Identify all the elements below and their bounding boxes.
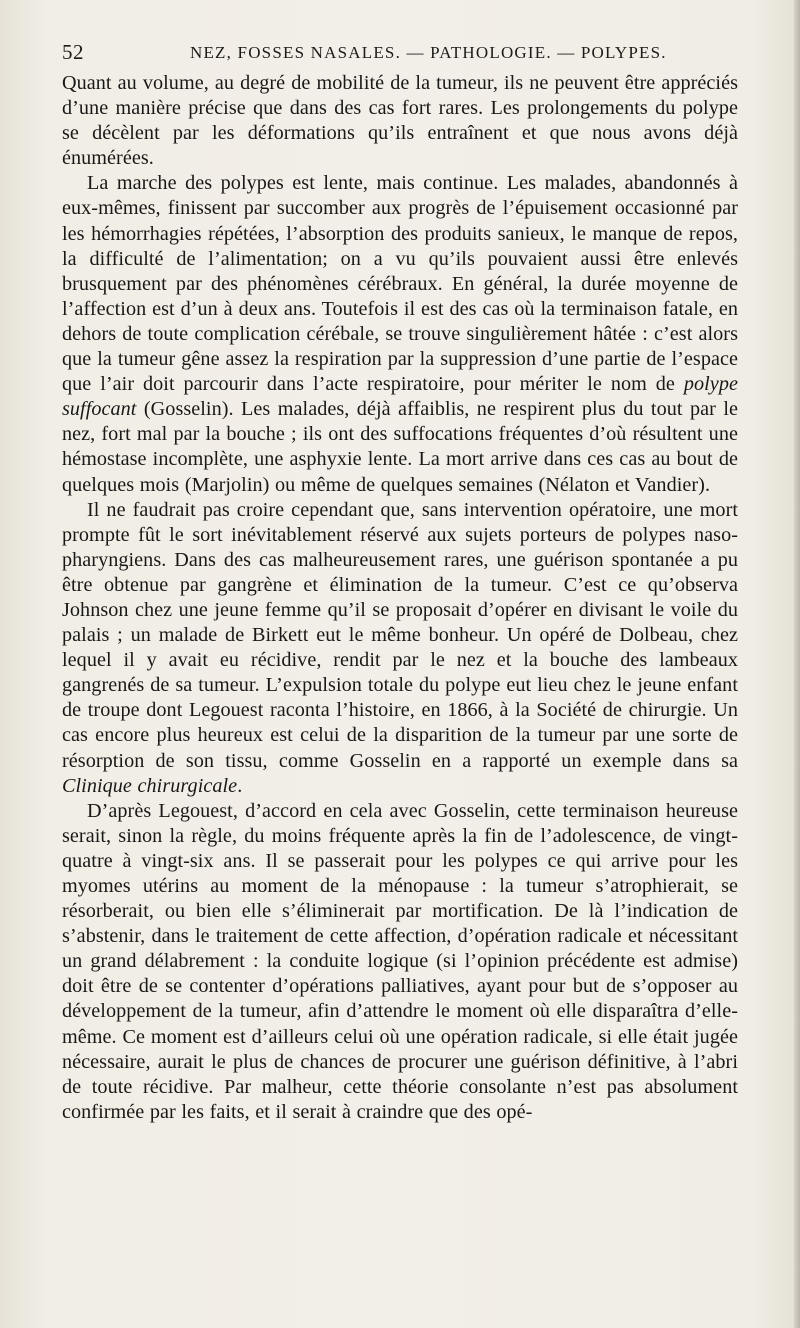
paragraph-2-text: La marche des polypes est lente, mais continue. Les malades, abandonnés à eux-mêmes, finissent par succomber aux progrès de l’épuisement occasionné par les hémorrhagies répétées, l’absorption des produits sanieux, le manque de repos, la difficulté de l’alimentation; on a vu qu’ils pouvaient aussi être enlevés brusquement par des phénomènes cérébraux. En général, la durée moyenne de l’affection est d’un à deux ans. Toutefois il est des cas où la terminaison fatale, en dehors de toute complication cérébale, se trouve singulièrement hâtée : c’est alors que la tumeur gêne assez la respiration par la suppression d’une partie de l’espace que l’air doit parcourir dans l’acte respiratoire, pour mériter le nom de xyxy=(62,172,738,396)
paragraph-2-text-after: (Gosselin). Les malades, déjà affaiblis, ne respirent plus du tout par le nez, fort mal par la bouche ; ils ont des suffocations fréquentes d’où résultent une hémostase incomplète, une asphyxie lente. La mort arrive dans ces cas au bout de quelques mois (Marjolin) ou même de quelques semaines (Nélaton et Vandier). xyxy=(62,398,738,496)
paragraph-2-italic-term: polype suffocant xyxy=(62,373,738,421)
paragraph-4 xyxy=(62,799,738,1125)
body-text xyxy=(62,71,738,1125)
page-edge xyxy=(794,0,800,1328)
running-head xyxy=(62,40,742,70)
page-number: 52 xyxy=(62,40,84,64)
running-head-title: NEZ, FOSSES NASALES. — PATHOLOGIE. — POLYPES. xyxy=(190,43,667,62)
paragraph-3-text: Il ne faudrait pas croire cependant que, sans intervention opératoire, une mort prompte fût le sort inévitablement réservé aux sujets porteurs de polypes naso-pharyngiens. Dans des cas malheureusement rares, une guérison spontanée a pu être obtenue par gangrène et élimination de la tumeur. C’est ce qu’observa Johnson chez une jeune femme qu’il se proposait d’opérer en divisant le voile du palais ; un malade de Birkett eut le même bonheur. Un opéré de Dolbeau, chez lequel il y avait eu récidive, rendit par le nez et la bouche des lambeaux gangrenés de sa tumeur. L’expulsion totale du polype eut lieu chez le jeune enfant de troupe dont Legouest raconta l’histoire, en 1866, à la Société de chirurgie. Un cas encore plus heureux est celui de la disparition de la tumeur par une sorte de résorption de son tissu, comme Gosselin en a rapporté un exemple dans sa xyxy=(62,498,738,772)
paragraph-1 xyxy=(62,71,738,171)
paragraph-4-text: D’après Legouest, d’accord en cela avec Gosselin, cette terminaison heureuse serait, sinon la règle, du moins fréquente après la fin de l’adolescence, de vingt-quatre à vingt-six ans. Il se passerait pour les polypes ce qui arrive pour les myomes utérins au moment de la ménopause : la tumeur s’atrophierait, se résorberait, ou bien elle s’éliminerait par mortification. De là l’indication de s’abstenir, dans le traitement de cette affection, d’opération radicale et nécessitant un grand délabrement : la conduite logique (si l’opinion précédente est admise) doit être de se contenter d’opérations palliatives, ayant pour but de s’opposer au développement de la tumeur, afin d’attendre le moment où elle disparaîtra d’elle-même. Ce moment est d’ailleurs celui où une opération radicale, si elle était jugée nécessaire, aurait le plus de chances de procurer une guérison définitive, à l’abri de toute récidive. Par malheur, cette théorie consolante n’est pas absolument confirmée par les faits, et il serait à craindre que des opé- xyxy=(62,799,738,1123)
paragraph-3-italic-title: Clinique chirurgicale xyxy=(62,774,238,797)
paragraph-3 xyxy=(62,498,738,799)
paragraph-2 xyxy=(62,171,738,497)
paragraph-3-text-after: . xyxy=(237,774,243,797)
paragraph-1-text: Quant au volume, au degré de mobilité de la tumeur, ils ne peuvent être appréciés d’une manière précise que dans des cas fort rares. Les prolongements du polype se décèlent par les déformations qu’ils entraînent et que nous avons déjà énumérées. xyxy=(62,72,738,170)
